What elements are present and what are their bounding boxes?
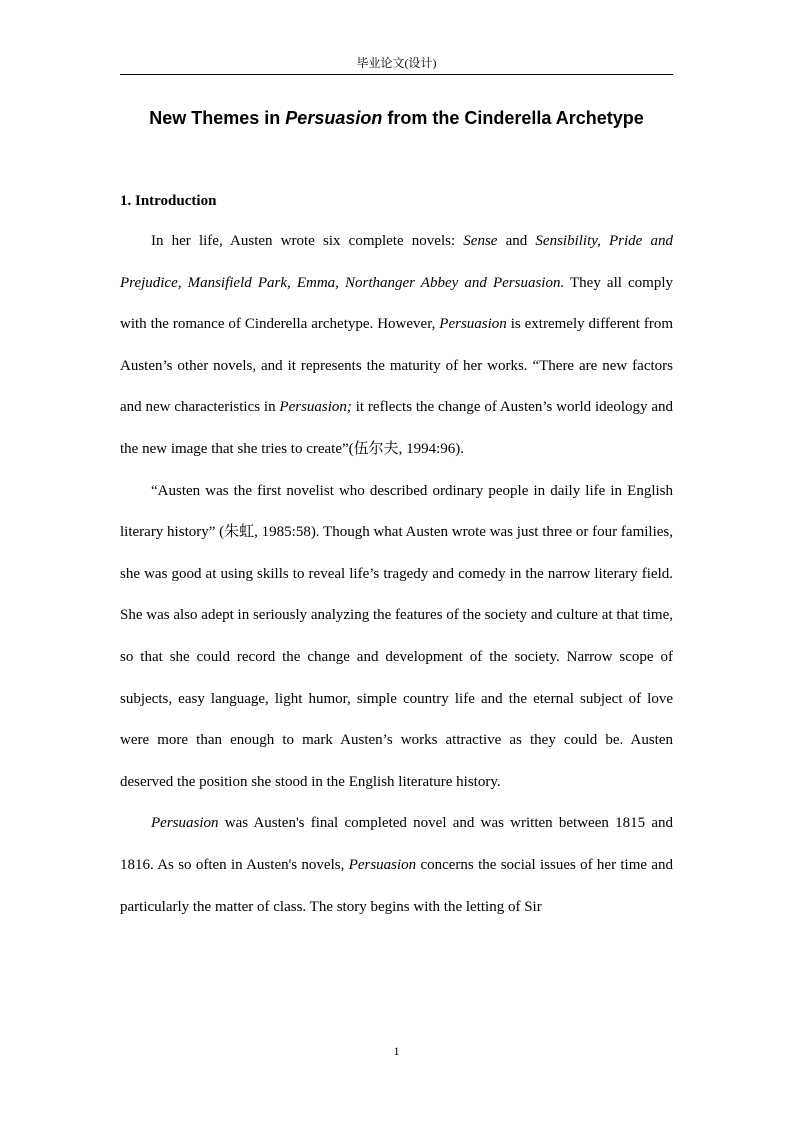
p3-text-2: concerns the social issues of her time and particularly the matter of class. The story begins with the letting of Sir: [120, 856, 673, 915]
title-italic: Persuasion: [285, 108, 383, 128]
p1-text-6: it reflects the change of Austen’s world ideology and the new image that she tries to create”(伍尔夫, 1994:96).: [120, 399, 673, 457]
paragraph-1: [120, 221, 673, 471]
page-header: 毕业论文(设计): [356, 56, 437, 70]
p3-text-1: was Austen's final completed novel and was written between 1815 and 1816. As so often in Austen's novels,: [120, 815, 673, 873]
paragraph-3: [120, 803, 673, 928]
p1-text-4: is extremely different from Austen’s other novels: [120, 316, 673, 374]
document-title: [120, 104, 673, 132]
p1-italic-5: Persuasion;: [279, 399, 352, 416]
paragraph-2: “Austen was the first novelist who described ordinary people in daily life in English literary history” (朱虹, 1985:58). Though what Austen wrote was just three or four families, she was good at using skills to reveal life’s tragedy and comedy in the narrow literary field. She was also adept in seriously analyzing the features of the society and culture at that time, so that she could record the change and development of the society. Narrow scope of subjects, easy language, light humor, simple country life and the eternal subject of love were more than enough to mark Austen’s works attractive as they could be. Austen deserved the position she stood in the English literature history.: [120, 482, 673, 790]
p1-italic-2: Sensibility, Pride and Prejudice, Mansifield Park, Emma, Northanger Abbey and Persuasion.: [120, 233, 673, 291]
title-post: from the Cinderella Archetype: [382, 108, 644, 128]
p3-italic-1: Persuasion: [151, 815, 219, 832]
p1-text-2: and: [497, 233, 536, 249]
p1-italic-3: Persuasion: [439, 316, 507, 333]
title-pre: New Themes in: [149, 108, 286, 128]
p1-text-5: and it represents the maturity of her works. “There are new factors and new characteristics in: [120, 357, 673, 416]
document-body: [120, 221, 673, 928]
p3-italic-2: Persuasion: [348, 856, 417, 873]
page-number: 1: [393, 1044, 400, 1058]
p1-italic-4: ,: [252, 357, 257, 374]
p1-text-3: They all comply with the romance of Cinderella archetype. However,: [120, 274, 673, 333]
p1-italic-1: Sense: [463, 233, 498, 249]
header-rule: [120, 74, 673, 75]
p1-text-1: In her life, Austen wrote six complete novels:: [151, 233, 464, 249]
section-heading: 1. Introduction: [120, 193, 217, 209]
